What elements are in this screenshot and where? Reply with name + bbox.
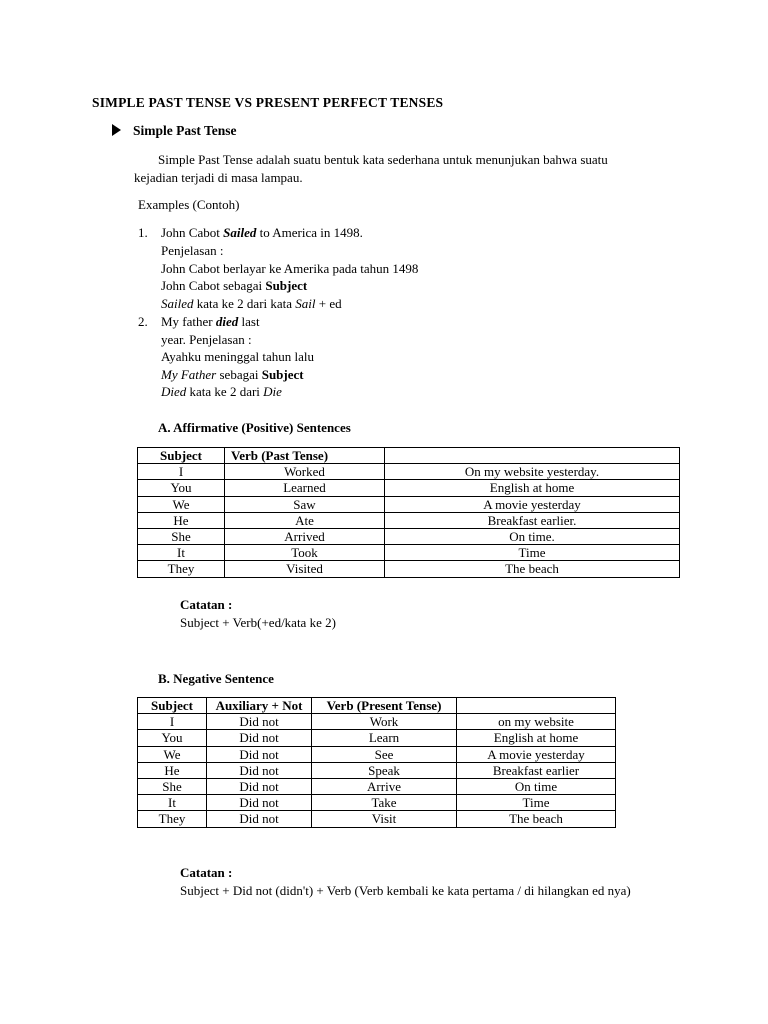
example-text: My father: [161, 314, 216, 329]
column-header: Subject: [138, 448, 225, 464]
table-cell: A movie yesterday: [457, 746, 616, 762]
table-row: [138, 528, 680, 544]
column-header: Auxiliary + Not: [207, 698, 312, 714]
example-text: + ed: [315, 296, 342, 311]
table-cell: On my website yesterday.: [385, 464, 680, 480]
table-cell: It: [138, 545, 225, 561]
table-cell: Visited: [225, 561, 385, 577]
example-text: John Cabot: [161, 225, 224, 240]
table-cell: He: [138, 512, 225, 528]
example-1-translation: John Cabot berlayar ke Amerika pada tahun 1498: [161, 261, 419, 276]
section-b-note-text: Subject + Did not (didn't) + Verb (Verb kembali ke kata pertama / di hilangkan ed nya): [180, 883, 631, 898]
table-cell: Time: [457, 795, 616, 811]
subject-word: Subject: [265, 278, 308, 293]
table-cell: Breakfast earlier: [457, 762, 616, 778]
table-cell: Did not: [207, 762, 312, 778]
table-row: [138, 496, 680, 512]
subject-phrase: My Father: [161, 367, 217, 382]
table-cell: Saw: [225, 496, 385, 512]
table-cell: Work: [312, 714, 457, 730]
table-cell: Ate: [225, 512, 385, 528]
table-cell: Did not: [207, 730, 312, 746]
table-cell: Take: [312, 795, 457, 811]
table-cell: Did not: [207, 795, 312, 811]
table-cell: It: [138, 795, 207, 811]
section-heading-simple-past: [112, 123, 237, 139]
examples-label: Examples (Contoh): [138, 197, 240, 212]
table-cell: See: [312, 746, 457, 762]
table-header-row: [138, 698, 616, 714]
table-cell: Worked: [225, 464, 385, 480]
table-header-row: [138, 448, 680, 464]
table-row: [138, 730, 616, 746]
example-2-translation: Ayahku meninggal tahun lalu: [161, 349, 314, 364]
example-1-verb-note: [161, 296, 342, 312]
column-header: Verb (Past Tense): [225, 448, 385, 464]
subject-word: Subject: [261, 367, 304, 382]
intro-line-2: kejadian terjadi di masa lampau.: [134, 170, 303, 185]
example-text: John Cabot sebagai: [161, 278, 266, 293]
table-cell: I: [138, 464, 225, 480]
table-cell: He: [138, 762, 207, 778]
table-cell: We: [138, 746, 207, 762]
table-cell: The beach: [457, 811, 616, 827]
table-cell: Breakfast earlier.: [385, 512, 680, 528]
example-2-verb-note: [161, 384, 282, 400]
arrow-bullet-icon: [112, 124, 121, 136]
example-2-number: 2.: [138, 314, 148, 329]
page-title: SIMPLE PAST TENSE VS PRESENT PERFECT TENSES: [92, 95, 444, 110]
table-cell: You: [138, 480, 225, 496]
table-cell: She: [138, 528, 225, 544]
example-2-line-2: year. Penjelasan :: [161, 332, 252, 347]
table-cell: On time: [457, 778, 616, 794]
example-text: last: [238, 314, 260, 329]
table-row: [138, 545, 680, 561]
example-1-subject-note: [161, 278, 307, 294]
example-2-sentence: [161, 314, 260, 330]
example-text: to America in 1498.: [256, 225, 363, 240]
table-cell: Learn: [312, 730, 457, 746]
table-cell: Visit: [312, 811, 457, 827]
table-row: [138, 714, 616, 730]
section-a-heading: A. Affirmative (Positive) Sentences: [158, 420, 351, 435]
table-cell: They: [138, 561, 225, 577]
example-1-sentence: [161, 225, 363, 241]
table-row: [138, 464, 680, 480]
verb-base: Sail: [295, 296, 316, 311]
verb-word: Died: [161, 384, 187, 399]
table-cell: The beach: [385, 561, 680, 577]
table-row: [138, 795, 616, 811]
example-1-explanation-label: Penjelasan :: [161, 243, 224, 258]
section-heading-text: Simple Past Tense: [133, 123, 237, 138]
column-header: [385, 448, 680, 464]
table-cell: Speak: [312, 762, 457, 778]
column-header: [457, 698, 616, 714]
affirmative-table: [137, 447, 680, 578]
example-2-subject-note: [161, 367, 304, 383]
column-header: Verb (Present Tense): [312, 698, 457, 714]
example-text: kata ke 2 dari kata: [193, 296, 296, 311]
table-cell: They: [138, 811, 207, 827]
table-cell: English at home: [457, 730, 616, 746]
table-cell: Did not: [207, 811, 312, 827]
table-cell: I: [138, 714, 207, 730]
table-row: [138, 778, 616, 794]
example-1-number: 1.: [138, 225, 148, 240]
table-cell: Arrive: [312, 778, 457, 794]
table-cell: on my website: [457, 714, 616, 730]
table-row: [138, 762, 616, 778]
table-cell: We: [138, 496, 225, 512]
section-b-note-label: Catatan :: [180, 865, 233, 880]
example-text: sebagai: [216, 367, 262, 382]
table-row: [138, 512, 680, 528]
column-header: Subject: [138, 698, 207, 714]
table-cell: A movie yesterday: [385, 496, 680, 512]
section-a-note-label: Catatan :: [180, 597, 233, 612]
verb-word: Sailed: [161, 296, 194, 311]
negative-table: [137, 697, 616, 828]
table-cell: Did not: [207, 746, 312, 762]
verb-base: Die: [263, 384, 282, 399]
intro-line-1: Simple Past Tense adalah suatu bentuk kata sederhana untuk menunjukan bahwa suatu: [158, 152, 608, 167]
table-row: [138, 746, 616, 762]
table-cell: English at home: [385, 480, 680, 496]
table-cell: She: [138, 778, 207, 794]
table-cell: Did not: [207, 714, 312, 730]
section-b-heading: B. Negative Sentence: [158, 671, 274, 686]
table-cell: Arrived: [225, 528, 385, 544]
table-cell: Learned: [225, 480, 385, 496]
example-verb: died: [215, 314, 239, 329]
example-verb: Sailed: [223, 225, 257, 240]
table-cell: Time: [385, 545, 680, 561]
table-row: [138, 561, 680, 577]
example-text: kata ke 2 dari: [186, 384, 264, 399]
table-cell: Took: [225, 545, 385, 561]
table-row: [138, 480, 680, 496]
table-cell: On time.: [385, 528, 680, 544]
table-cell: You: [138, 730, 207, 746]
section-a-note-text: Subject + Verb(+ed/kata ke 2): [180, 615, 336, 630]
table-row: [138, 811, 616, 827]
table-cell: Did not: [207, 778, 312, 794]
